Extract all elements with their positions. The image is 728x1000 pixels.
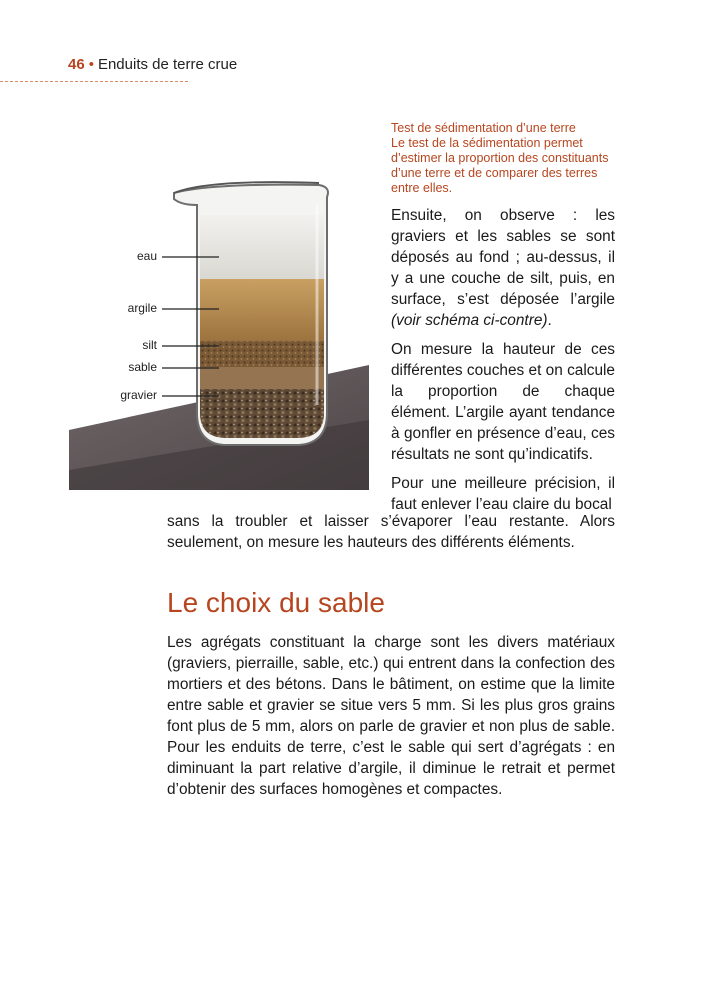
label-eau: eau: [136, 249, 157, 263]
p1-end: s’est déposée l’argile: [457, 291, 615, 308]
paragraph-precision-rest: sans la troubler et laisser s’évaporer l’eau restante. Alors seulement, on mesure les hauteurs des différents éléments.: [167, 513, 615, 551]
figure-caption: [391, 121, 623, 196]
right-column-text: [391, 205, 615, 515]
label-silt: silt: [142, 338, 157, 352]
caption-title: Test de sédimentation d’une terre: [391, 121, 576, 135]
paragraph-observation: [391, 205, 615, 331]
header-dashed-rule: [0, 81, 188, 82]
section-title: Le choix du sable: [167, 587, 385, 618]
paragraph-measurement: On mesure la hauteur de ces différentes couches et on calcule la proportion de chaque élément. L’argile ayant tendance à gonfler en présence d’eau, ces résultats ne sont qu’indicatifs.: [391, 341, 615, 463]
running-title: Enduits de terre crue: [97, 56, 238, 73]
label-argile: argile: [127, 301, 157, 315]
water-layer: [200, 215, 324, 279]
label-gravier: gravier: [120, 388, 157, 402]
section-paragraph: Les agrégats constituant la charge sont les divers matériaux (graviers, pierraille, sable, etc.) qui entrent dans la confection des mortiers et des bétons. Dans le bâtiment, on estime que la limite entre sable et gravier se situe vers 5 mm. Si les plus gros grains font plus de 5 mm, alors on parle de gravier et non plus de sable. Pour les enduits de terre, c’est le sable qui sert d’agrégats : en diminuant la part relative d’argile, il diminue le retrait et permet d’obtenir des surfaces homogènes et compactes.: [167, 634, 615, 798]
page-number: 46: [68, 56, 85, 73]
paragraph-precision-start: Pour une meilleure précision, il faut enlever l’eau claire du bocal: [391, 475, 615, 513]
header-separator: •: [88, 56, 94, 73]
p1-line-2: et les sables se sont déposés: [391, 228, 616, 266]
silt-layer: [200, 341, 324, 367]
caption-text: Le test de la sédimentation permet d’estimer la proportion des constituants d’une terre et de comparer des terres entre elles.: [391, 136, 609, 195]
sedimentation-jar-illustration: [69, 175, 369, 490]
p1-period: .: [547, 312, 552, 329]
p1-line-4: couche de silt, puis, en surface,: [391, 270, 615, 308]
label-sable: sable: [128, 360, 157, 374]
running-header: [68, 56, 237, 73]
p1-line-1: Ensuite, on observe : les graviers: [391, 207, 615, 245]
clay-layer: [200, 279, 324, 341]
p1-line-3: au fond ; au-dessus, il y a une: [391, 249, 615, 287]
sand-layer: [200, 367, 324, 389]
p1-italic-reference: (voir schéma ci-contre): [391, 312, 548, 329]
